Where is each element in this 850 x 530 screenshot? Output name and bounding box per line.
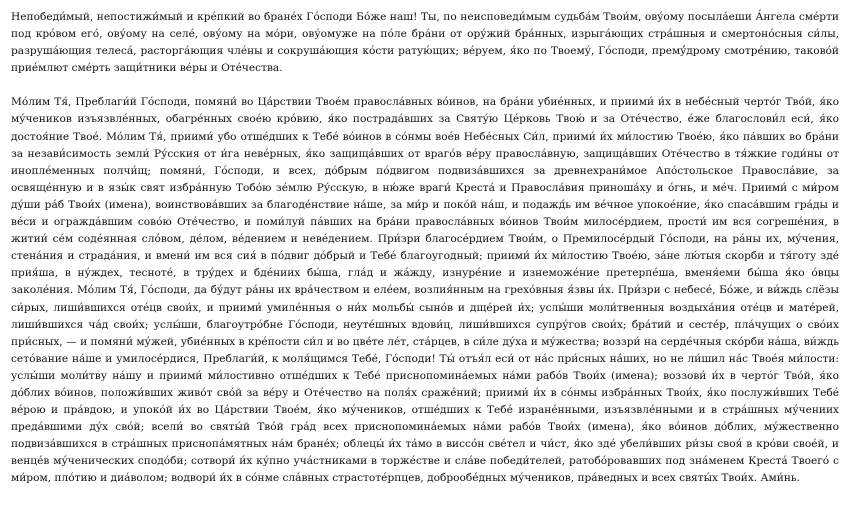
paragraph-opening: Непобеди́мый, непостижи́мый и кре́пкий во бране́х Го́споди Бо́же наш! Ты, по неисповеди́мым судьба́м Твои́м, ову́ому посыла́еши А́нгела сме́рти под кро́вом его́, ову́ому на селе́, ову́ому на мо́ри, ову́омуже на по́ле бра́ни от ору́жий бра́нных, изрыга́ющих стра́шныя и смертоно́сныя си́лы, разруша́ющия телеса́, расторга́ющия чле́ны и сокруша́ющия ко́сти ратую́щих; ве́руем, я́ко по Твоему́, Го́споди, премý́дрому смотре́нию, таково́й прие́млют сме́рть защи́тники ве́ры и Оте́чества. — [11, 11, 839, 75]
prayer-document — [11, 9, 839, 488]
paragraph-spacer — [11, 77, 839, 94]
paragraph-main-prayer: Мо́лим Тя́, Преблаги́й Го́споди, помяни́ во Ца́рствии Твое́м правосла́вных во́инов, на бра́ни убие́нных, и приими́ и́х в небе́сный черто́г Тво́й, я́ко му́чеников изъязвле́нных, обагре́нных свое́ю кро́вию, я́ко пострада́вших за Святу́ю Це́рковь Твою́ и за Оте́чество, е́же благослови́л еси́, я́ко достоя́ние Твое́. Мо́лим Тя́, приими́ убо отше́дших к Тебе́ во́инов в со́нмы вое́в Небе́сных Си́л, приими́ и́х ми́лостию Твое́ю, я́ко па́вших во бра́ни за незави́симость земли́ Ру́сския от и́га невéрных, я́ко защища́вших от враго́в ве́ру правосла́вную, защища́вших Оте́чество в тя́жкие годи́ны от инопле́менных полчи́щ; помяни́, Го́споди, и всех, до́брым по́двигом подвиза́вшихся за древнехрани́мое Апо́стольское Правосла́вие, за освяще́нную и в язы́к свят избра́нную Тобо́ю зе́млю Ру́сскую, в ню́же враги́ Креста́ и Правосла́вия приноша́ху и о́гнь, и ме́ч. Приими́ с ми́ром ду́ши ра́б Твои́х (имена), воинствова́вших за благоде́нствие на́ше, за ми́р и поко́й на́ш, и подажд́ь им ве́чное упокое́ние, я́ко спаса́вшим гра́ды и ве́си и огражда́вшим сово́ю Оте́чество, и поми́луй па́вших на бра́ни правосла́вных во́инов Твои́м милосе́рдием, прости́ им вся согреше́ния, в житии́ се́м соде́янная сло́вом, де́лом, ве́дением и неве́дением. При́зри благосе́рдием Твои́м, о Премилосе́рдый Го́споди, на ра́ны их, му́чения, стена́ния и страда́ния, и вмени́ им вся сия́ в по́двиг до́брый и Тебе́ благоугодный; приими́ и́х ми́лостию Твое́ю, за́не лю́тыя скорби и тя́готу зде́ прия́ша, в ну́ждех, тесноте́, в тру́дех и бде́ниих бы́ша, гла́д и жа́жду, изнуре́ние и изнеможе́ние претерпе́ша, вменя́еми бы́ша я́ко о́вцы заколе́ния. Мо́лим Тя́, Го́споди, да бу́дут ра́ны их вра́чеством и еле́ем, возлия́нным на грехо́вныя я́звы и́х. При́зри с небесе́, Бо́же, и ви́ждь слёзы си́рых, лиши́вшихся оте́цв свои́х, и приими́ умиле́нныя о ни́х мольбы́ сыно́в и дще́рей и́х; услы́ши моли́твенныя воздыха́ния оте́цв и мате́рей, лиши́вшихся ча́д свои́х; услы́ши, благоутро́бне Го́споди, неуте́шных вдови́ц, лиши́вшихся супру́гов свои́х; бра́тий и сесте́р, пла́чущих о сво́их при́сных, — и помяни́ му́жей, убие́нных в кре́пости си́л и во цве́те ле́т, ста́рцев, в си́ле ду́ха и му́жества; воззри́ на серде́чныя ско́рби на́ша, ви́ждь сето́вание на́ше и умилосе́рдися, Преблаги́й, к моля́щимся Тебе́, Го́споди! Ты́ отъя́л еси́ от на́с при́сных на́ших, но не ли́шил на́с Твое́я ми́лости: услы́ши моли́тву на́шу и приими́ ми́лостивно отше́дших к Тебе́ приснопомина́емых на́ми рабо́в Твои́х (имена); воззови́ и́х в черто́г Тво́й, я́ко до́блих во́инов, положи́вших живо́т сво́й за ве́ру и Оте́чество на поля́х сраже́ний; приими́ и́х в со́нмы избра́нных Твои́х, я́ко послужи́вших Тебе́ ве́рою и пра́вдою, и упоко́й и́х во Ца́рствии Твое́м, я́ко му́чеников, отше́дших к Тебе́ изране́нными, изъязвле́нными и в стра́шных му́чениих преда́вшими ду́х сво́й; всели́ во святы́й Тво́й гра́д всех приснопомина́емых на́ми рабо́в Твои́х (имена), я́ко во́инов до́блих, му́жественно подвиза́вшихся в стра́шных приснопа́мятных на́м бране́х; облецы́ и́х та́мо в виссо́н све́тел и чи́ст, я́ко зде́ убели́вших ри́зы своя́ в кро́ви свое́й, и венце́в му́ченических сподо́би; сотвори́ и́х ку́пно уча́стниками в торже́стве и сла́ве победи́телей, ратобо́ровавших под зна́менем Креста́ Твоего́ с ми́ром, пло́тию и диа́волом; водвори́ и́х в со́нме сла́вных страстоте́рпцев, доброобе́дных му́чеников, пра́ведных и всех святы́х Твои́х. Ами́нь. — [11, 96, 839, 485]
